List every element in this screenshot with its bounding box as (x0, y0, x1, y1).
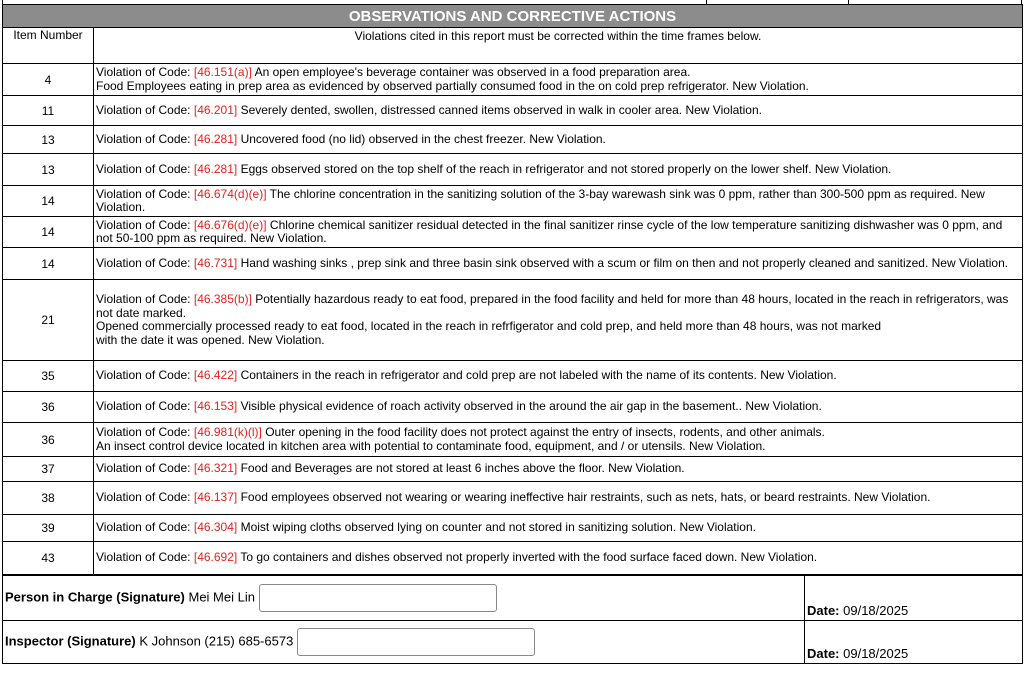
code-reference: [46.151(a)] (193, 65, 252, 79)
violation-continuation: An insect control device located in kitchen area with potential to contaminate food, equipment, and / or utensils. New Violation. (96, 438, 766, 453)
pic-date: 09/18/2025 (839, 603, 909, 618)
table-row (3, 457, 1023, 482)
pic-name: Mei Mei Lin (184, 589, 255, 605)
top-border-stub (2, 0, 1022, 4)
table-row (3, 248, 1023, 280)
violation-prefix: Violation of Code: (96, 550, 194, 565)
inspector-name: K Johnson (215) 685-6573 (135, 633, 294, 649)
violation-text (94, 482, 1023, 515)
violation-description: To go containers and dishes observed not properly inverted with the food surface faced down. New Violation. (237, 550, 818, 565)
signature-table (2, 575, 1023, 664)
violation-prefix: Violation of Code: (96, 102, 194, 117)
violation-description: Eggs observed stored on the top shelf of the reach in refrigerator and not stored properly on the lower shelf. New Violation. (237, 161, 892, 176)
item-number: 13 (3, 126, 94, 154)
violation-prefix: Violation of Code: (96, 255, 194, 270)
violation-description: Uncovered food (no lid) observed in the chest freezer. New Violation. (237, 131, 606, 146)
violation-text (94, 457, 1023, 482)
item-number: 14 (3, 217, 94, 248)
pic-date-label: Date: (807, 603, 840, 618)
violation-prefix: Violation of Code: (96, 161, 194, 176)
table-row (3, 542, 1023, 575)
violation-description: Outer opening in the food facility does not protect against the entry of insects, rodents, and other animals. (261, 425, 825, 439)
pic-signature-cell (3, 576, 805, 621)
violation-text (94, 361, 1023, 392)
violation-text (94, 392, 1023, 423)
table-row (3, 186, 1023, 217)
item-number: 35 (3, 361, 94, 392)
pic-label: Person in Charge (Signature) (5, 589, 185, 605)
pic-signature-field[interactable] (259, 584, 497, 612)
violation-text (94, 186, 1023, 217)
violation-description: Severely dented, swollen, distressed canned items observed in walk in cooler area. New Violation. (237, 102, 762, 117)
violation-prefix: Violation of Code: (96, 186, 194, 201)
code-reference: [46.674(d)(e)] (193, 186, 267, 201)
violation-text (94, 154, 1023, 186)
item-number: 21 (3, 280, 94, 361)
code-reference: [46.304] (193, 520, 238, 535)
violation-description: Potentially hazardous ready to eat food, prepared in the food facility and held for more than 48 hours, located in the reach in refrigerators, was not date marked. (96, 292, 1009, 320)
item-number: 36 (3, 423, 94, 457)
table-row (3, 64, 1023, 96)
code-reference: [46.321] (193, 461, 238, 476)
item-number: 14 (3, 186, 94, 217)
item-number: 13 (3, 154, 94, 186)
item-number-header: Item Number (3, 28, 94, 64)
inspector-label: Inspector (Signature) (5, 633, 136, 649)
item-number: 37 (3, 457, 94, 482)
violation-description: The chlorine concentration in the sanitizing solution of the 3-bay warewash sink was 0 ppm, rather than 300-500 ppm as required. New Violation. (96, 186, 985, 214)
code-reference: [46.692] (193, 550, 238, 565)
violation-description: Moist wiping cloths observed lying on counter and not stored in sanitizing solution. New Violation. (237, 520, 756, 535)
inspector-signature-field[interactable] (297, 628, 535, 656)
notice-header: Violations cited in this report must be corrected within the time frames below. (94, 28, 1023, 64)
item-number: 38 (3, 482, 94, 515)
violations-body (3, 64, 1023, 575)
table-row (3, 217, 1023, 248)
violation-text (94, 96, 1023, 126)
item-number: 36 (3, 392, 94, 423)
code-reference: [46.731] (193, 255, 238, 270)
violation-prefix: Violation of Code: (96, 131, 194, 146)
code-reference: [46.137] (193, 490, 238, 505)
pic-date-cell (805, 576, 1023, 621)
item-number: 39 (3, 515, 94, 542)
table-row (3, 154, 1023, 186)
item-number: 4 (3, 64, 94, 96)
violation-description: An open employee's beverage container was observed in a food preparation area. (251, 65, 691, 79)
item-number: 43 (3, 542, 94, 575)
violation-description: Chlorine chemical sanitizer residual detected in the final sanitizer rinse cycle of the low temperature sanitizing dishwasher was 0 ppm, and not 50-100 ppm as required. New Violation. (96, 217, 1003, 245)
violation-prefix: Violation of Code: (96, 490, 194, 505)
item-number: 11 (3, 96, 94, 126)
violation-prefix: Violation of Code: (96, 425, 194, 439)
violation-text (94, 126, 1023, 154)
violation-text (94, 542, 1023, 575)
violation-description: Visible physical evidence of roach activity observed in the around the air gap in the basement.. New Violation. (237, 399, 822, 414)
code-reference: [46.981(k)(l)] (193, 425, 262, 439)
violation-text (94, 280, 1023, 361)
violation-text (94, 423, 1023, 457)
inspector-date: 09/18/2025 (839, 646, 909, 661)
table-row (3, 482, 1023, 515)
violation-prefix: Violation of Code: (96, 292, 194, 306)
violation-description: Food and Beverages are not stored at least 6 inches above the floor. New Violation. (237, 461, 685, 476)
violation-description: Containers in the reach in refrigerator and cold prep are not labeled with the name of its contents. New Violation. (237, 368, 837, 383)
violation-description: Hand washing sinks , prep sink and three basin sink observed with a scum or film on then and not properly cleaned and sanitized. New Violation. (237, 255, 1009, 270)
inspector-date-label: Date: (807, 646, 840, 661)
inspector-signature-cell (3, 621, 805, 664)
violation-prefix: Violation of Code: (96, 217, 194, 232)
table-row (3, 423, 1023, 457)
code-reference: [46.153] (193, 399, 238, 414)
section-title: OBSERVATIONS AND CORRECTIVE ACTIONS (3, 5, 1023, 28)
violation-description: Food employees observed not wearing or wearing ineffective hair restraints, such as nets, hats, or beard restraints. New Violation. (237, 490, 931, 505)
violation-prefix: Violation of Code: (96, 461, 194, 476)
violation-text (94, 248, 1023, 280)
violation-prefix: Violation of Code: (96, 368, 194, 383)
violation-prefix: Violation of Code: (96, 520, 194, 535)
violation-text (94, 64, 1023, 96)
table-row (3, 392, 1023, 423)
code-reference: [46.422] (193, 368, 238, 383)
code-reference: [46.385(b)] (193, 292, 252, 306)
code-reference: [46.676(d)(e)] (193, 217, 267, 232)
inspector-date-cell (805, 621, 1023, 664)
violation-continuation: with the date it was opened. New Violation. (96, 332, 325, 347)
table-row (3, 515, 1023, 542)
code-reference: [46.281] (193, 131, 238, 146)
table-row (3, 361, 1023, 392)
table-row (3, 126, 1023, 154)
violation-prefix: Violation of Code: (96, 65, 194, 79)
table-row (3, 96, 1023, 126)
report-page (2, 0, 1022, 664)
table-row (3, 280, 1023, 361)
violation-continuation: Opened commercially processed ready to eat food, located in the reach in refrfigerator and cold prep, and held more than 48 hours, was not marked (96, 319, 882, 333)
violation-continuation: Food Employees eating in prep area as evidenced by observed partially consumed food in the on cold prep refrigerator. New Violation. (96, 78, 809, 93)
violation-prefix: Violation of Code: (96, 399, 194, 414)
code-reference: [46.281] (193, 161, 238, 176)
violation-text (94, 217, 1023, 248)
observations-table (2, 4, 1023, 575)
item-number: 14 (3, 248, 94, 280)
code-reference: [46.201] (193, 102, 238, 117)
violation-text (94, 515, 1023, 542)
